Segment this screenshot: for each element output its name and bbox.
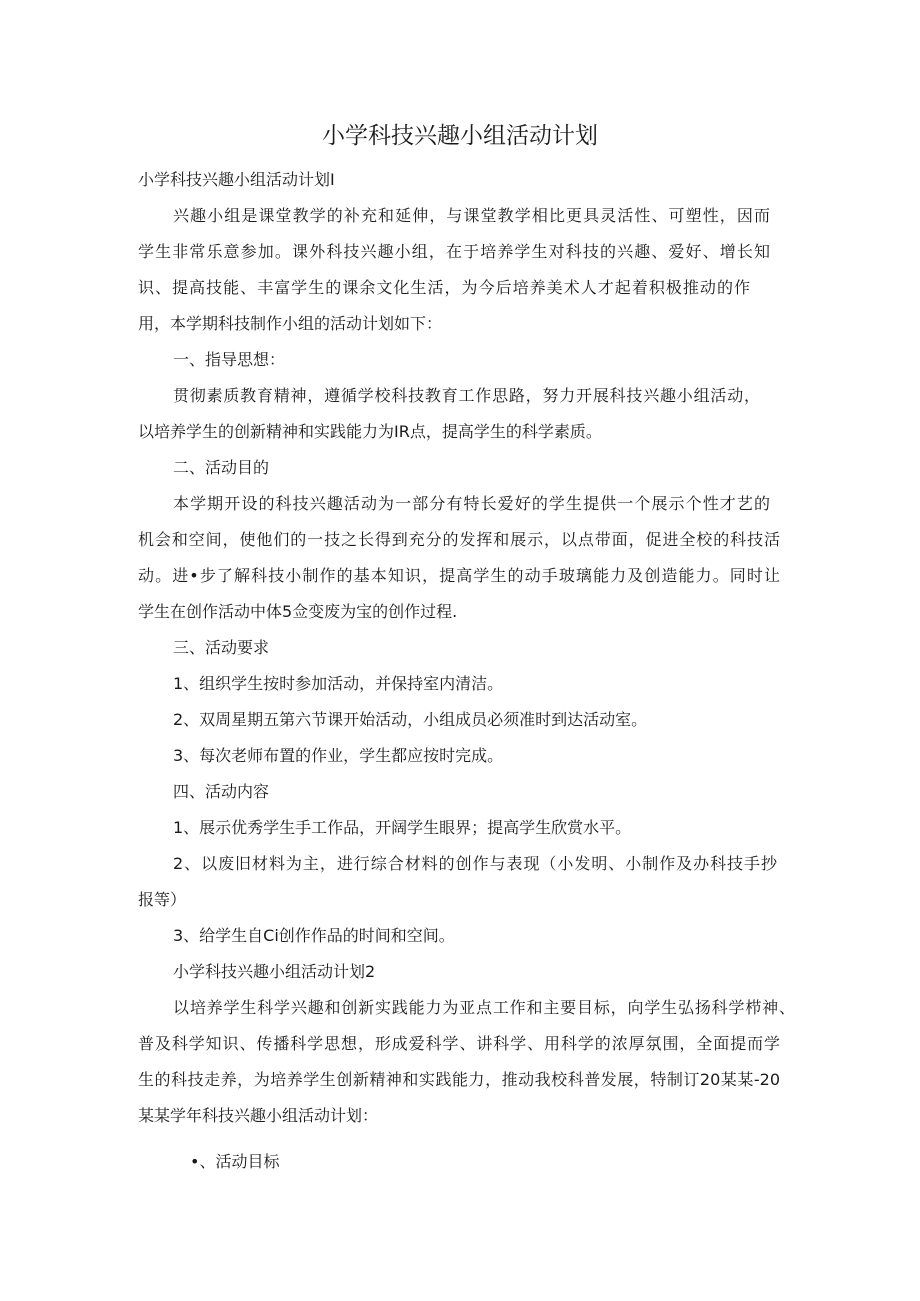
list-item: 3、给学生自Ci创作作品的时间和空间。 [173, 926, 455, 945]
document-title: 小学科技兴趣小组活动计划 [322, 123, 598, 149]
paragraph-line: 普及科学知识、传播科学思想，形成爱科学、讲科学、用科学的浓厚氛围，全面提而学 [138, 1034, 780, 1053]
section-heading-guiding-ideas: 一、指导思想： [173, 350, 286, 369]
section-heading-activity-purpose: 二、活动目的 [173, 458, 270, 477]
paragraph-line: 学生非常乐意参加。课外科技兴趣小组，在于培养学生对科技的兴趣、爱好、增长知 [138, 242, 770, 261]
section-heading-plan-2: 小学科技兴趣小组活动计划2 [173, 962, 376, 981]
paragraph-line: 用，本学期科技制作小组的活动计划如下： [138, 314, 443, 333]
paragraph-line: 贯彻素质教育精神，遵循学校科技教育工作思路，努力开展科技兴趣小组活动， [173, 386, 760, 405]
paragraph-line: 本学期开设的科技兴趣活动为一部分有特长爱好的学生提供一个展示个性才艺的 [173, 494, 770, 513]
paragraph-line: 以培养学生的创新精神和实践能力为IR点，提高学生的科学素质。 [138, 422, 602, 441]
list-item: 2、双周星期五第六节课开始活动，小组成员必须准时到达活动室。 [173, 710, 648, 729]
paragraph-line: 学生在创作活动中体5佥变废为宝的创作过程. [138, 602, 458, 621]
list-item: 1、组织学生按时参加活动，并保持室内清洁。 [173, 674, 504, 693]
section-heading-activity-requirements: 三、活动要求 [173, 638, 270, 657]
list-item: 3、每次老师布置的作业，学生都应按时完成。 [173, 746, 504, 765]
paragraph-line: 兴趣小组是课堂教学的补充和延伸，与课堂教学相比更具灵活性、可塑性，因而 [173, 206, 770, 225]
paragraph-line: 以培养学生科学兴趣和创新实践能力为亚点工作和主要目标，向学生弘扬科学栉神、 [173, 998, 795, 1017]
section-heading-plan-1: 小学科技兴趣小组活动计划I [138, 170, 335, 189]
section-heading-activity-content: 四、活动内容 [173, 782, 270, 801]
paragraph-line: 识、提高技能、丰富学生的课余文化生活，为今后培养美术人才起着积极推动的作 [138, 278, 750, 297]
paragraph-line: 生的科技走养，为培养学生创新精神和实践能力，推动我校科普发展，特制订20某某-20 [138, 1070, 780, 1089]
paragraph-line: 机会和空间，使他们的一技之长得到充分的发挥和展示，以点带面，促进全校的科技活 [138, 530, 780, 549]
list-item-continuation: 报等） [138, 890, 187, 909]
paragraph-line: 动。进•步了解科技小制作的基本知识，提高学生的动手玻璃能力及创造能力。同时让 [138, 566, 780, 585]
section-heading-activity-goals: •、活动目标 [190, 1152, 280, 1171]
paragraph-line: 某某学年科技兴趣小组活动计划： [138, 1106, 379, 1125]
list-item: 2、以废旧材料为主，进行综合材料的创作与表现（小发明、小制作及办科技手抄 [173, 854, 777, 873]
list-item: 1、展示优秀学生手工作品，开阔学生眼界；提高学生欣赏水平。 [173, 818, 632, 837]
